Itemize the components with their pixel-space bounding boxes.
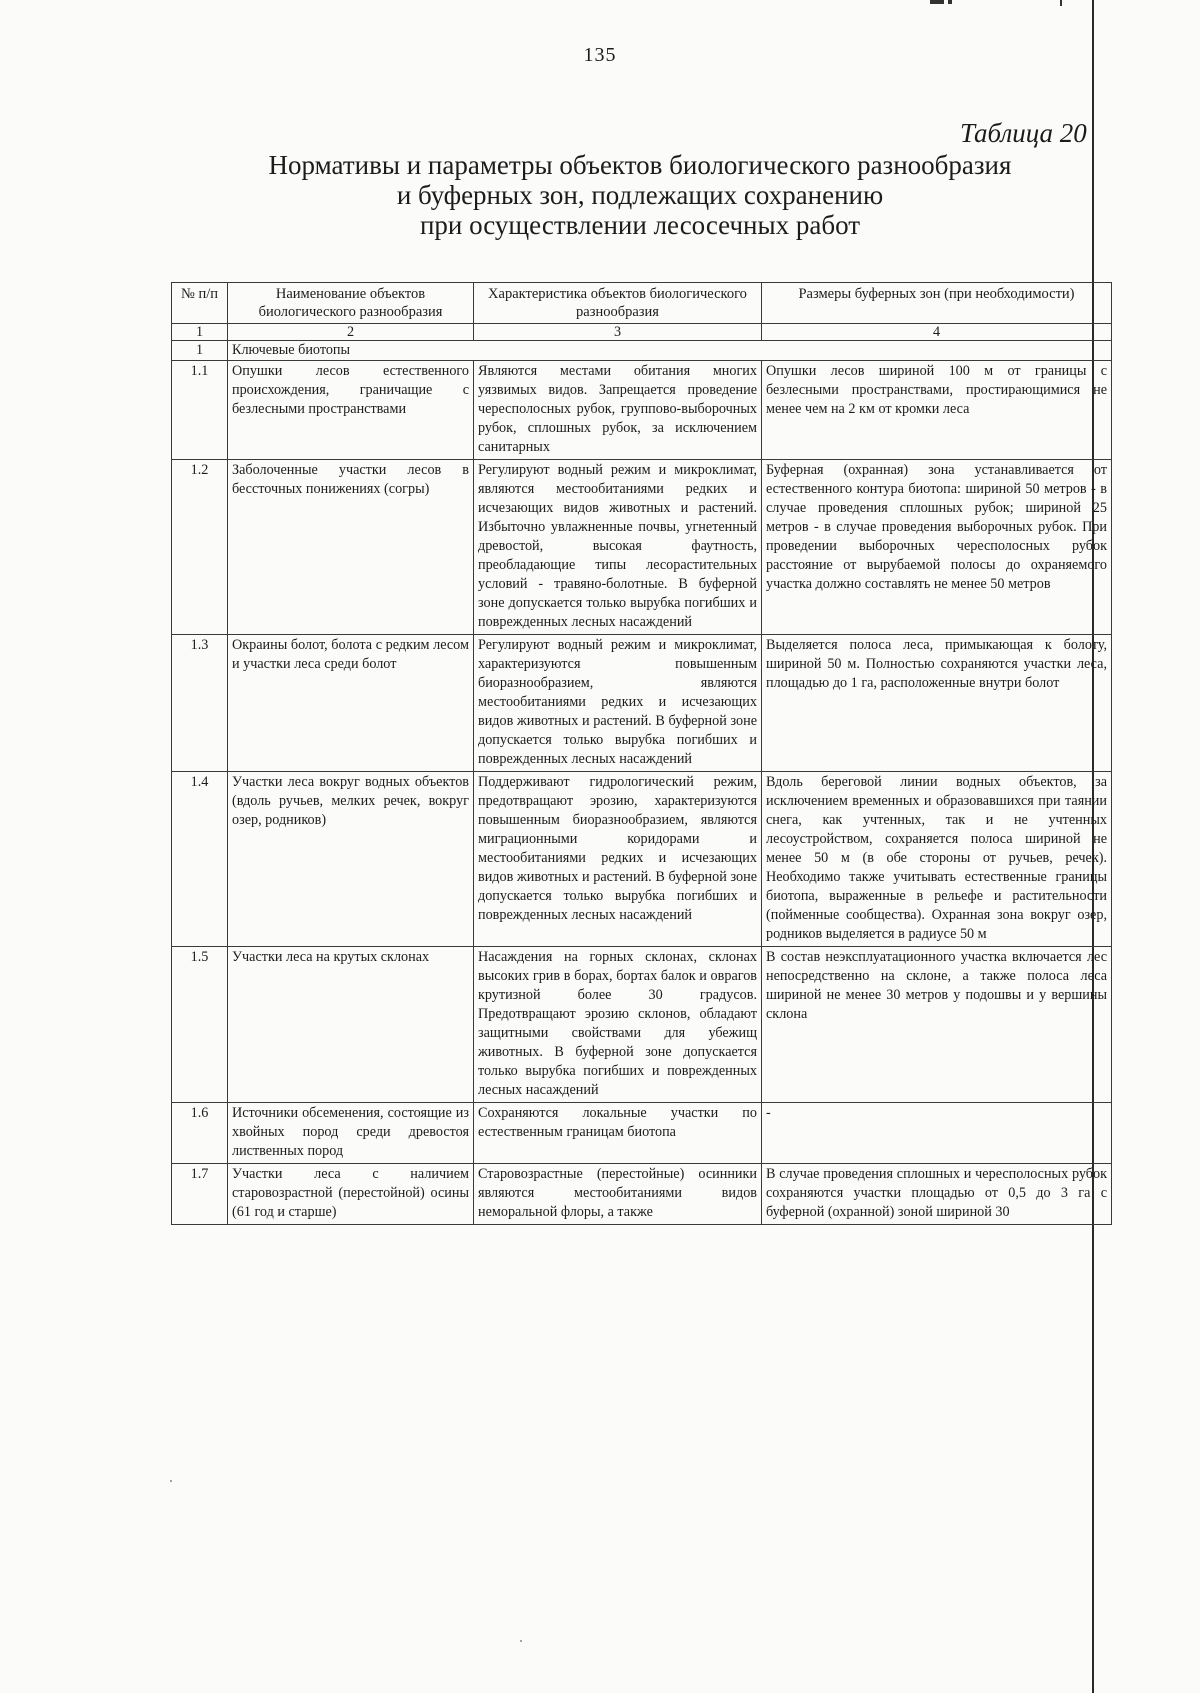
section-row <box>172 341 1112 361</box>
page-number: 135 <box>583 44 617 66</box>
row-num: 1.3 <box>172 635 228 772</box>
header-buffer: Размеры буферных зон (при необходимости) <box>762 283 1112 324</box>
row-name: Источники обсеменения, состоящие из хвойных пород среди древостоя лиственных пород <box>228 1103 474 1164</box>
row-characteristics: Сохраняются локальные участки по естественным границам биотопа <box>474 1103 762 1164</box>
title-line: и буферных зон, подлежащих сохранению <box>396 180 884 210</box>
row-num: 1.4 <box>172 772 228 947</box>
page-title <box>200 150 1080 240</box>
norms-table <box>171 282 1112 1225</box>
section-num: 1 <box>172 341 228 361</box>
table-row <box>172 361 1112 460</box>
table-row <box>172 772 1112 947</box>
row-characteristics: Регулируют водный режим и микроклимат, характеризуются повышенным биоразнообразием, являются местообитаниями редких и исчезающих видов животных и растений. В буферной зоне допускается только вырубка погибших и поврежденных лесных насаждений <box>474 635 762 772</box>
row-num: 1.2 <box>172 460 228 635</box>
title-line: при осуществлении лесосечных работ <box>419 210 861 240</box>
row-name: Опушки лесов естественного происхождения, граничащие с безлесными пространствами <box>228 361 474 460</box>
row-buffer: Опушки лесов шириной 100 м от границы с безлесными пространствами, простирающимися не менее чем на 2 км от кромки леса <box>762 361 1112 460</box>
row-buffer: В случае проведения сплошных и чересполосных рубок сохраняются участки площадью от 0,5 до 3 га с буферной (охранной) зоной шириной 30 <box>762 1164 1112 1225</box>
table-label: Таблица 20 <box>960 118 1087 148</box>
scan-speck <box>170 1480 172 1482</box>
row-buffer: Буферная (охранная) зона устанавливается от естественного контура биотопа: шириной 50 метров - в случае проведения сплошных рубок; шириной 25 метров - в случае проведения выборочных рубок. При проведении выборочных чересполосных рубок расстояние от вырубаемой полосы до охраняемого участка должно составлять не менее 50 метров <box>762 460 1112 635</box>
table-row <box>172 1103 1112 1164</box>
column-index: 1 <box>172 324 228 341</box>
section-title: Ключевые биотопы <box>228 341 1112 361</box>
row-characteristics: Регулируют водный режим и микроклимат, являются местообитаниями редких и исчезающих видов животных и растений. Избыточно увлажненные почвы, угнетенный древостой, высокая фаутность, преобладающие типы лесорастительных условий - травяно-болотные. В буферной зоне допускается только вырубка погибших и поврежденных лесных насаждений <box>474 460 762 635</box>
table-row <box>172 947 1112 1103</box>
column-index-row <box>172 324 1112 341</box>
row-name: Участки леса вокруг водных объектов (вдоль ручьев, мелких речек, вокруг озер, родников) <box>228 772 474 947</box>
header-num: № п/п <box>172 283 228 324</box>
header-characteristics: Характеристика объектов биологического разнообразия <box>474 283 762 324</box>
row-num: 1.7 <box>172 1164 228 1225</box>
row-buffer: Вдоль береговой линии водных объектов, за исключением временных и образовавшихся при таянии снега, как учтенных, так и не учтенных лесоустройством, сохраняется полоса шириной не менее 50 м (в обе стороны от ручьев, речек). Необходимо также учитывать естественные границы биотопа, выраженные в рельефе и растительности (пойменные сообщества). Охранная зона вокруг озер, родников выделяется в радиусе 50 м <box>762 772 1112 947</box>
row-buffer: - <box>762 1103 1112 1164</box>
scan-speck <box>520 1640 522 1642</box>
row-name: Участки леса на крутых склонах <box>228 947 474 1103</box>
column-index: 3 <box>474 324 762 341</box>
column-index: 4 <box>762 324 1112 341</box>
table-header-row <box>172 283 1112 324</box>
column-index: 2 <box>228 324 474 341</box>
row-name: Заболоченные участки лесов в бессточных понижениях (согры) <box>228 460 474 635</box>
row-name: Участки леса с наличием старовозрастной (перестойной) осины (61 год и старше) <box>228 1164 474 1225</box>
row-num: 1.5 <box>172 947 228 1103</box>
row-characteristics: Старовозрастные (перестойные) осинники являются местообитаниями видов неморальной флоры, а также <box>474 1164 762 1225</box>
row-characteristics: Поддерживают гидрологический режим, предотвращают эрозию, характеризуются повышенным биоразнообразием, являются миграционными коридорами и местообитаниями редких и исчезающих видов животных и растений. В буферной зоне допускается только вырубка погибших и поврежденных лесных насаждений <box>474 772 762 947</box>
row-num: 1.6 <box>172 1103 228 1164</box>
scan-mark <box>948 0 952 4</box>
header-name: Наименование объектов биологического разнообразия <box>228 283 474 324</box>
row-buffer: В состав неэксплуатационного участка включается лес непосредственно на склоне, а также полоса леса шириной не менее 30 метров у подошвы и у вершины склона <box>762 947 1112 1103</box>
title-line: Нормативы и параметры объектов биологического разнообразия <box>268 150 1012 180</box>
scan-mark <box>1060 0 1062 6</box>
scan-mark <box>930 0 944 4</box>
row-num: 1.1 <box>172 361 228 460</box>
table-row <box>172 1164 1112 1225</box>
row-characteristics: Насаждения на горных склонах, склонах высоких грив в борах, бортах балок и оврагов крутизной более 30 градусов. Предотвращают эрозию склонов, обладают защитными свойствами для убежищ животных. В буферной зоне допускается только вырубка погибших и поврежденных лесных насаждений <box>474 947 762 1103</box>
row-buffer: Выделяется полоса леса, примыкающая к болоту, шириной 50 м. Полностью сохраняются участки леса, площадью до 1 га, расположенные внутри болот <box>762 635 1112 772</box>
row-name: Окраины болот, болота с редким лесом и участки леса среди болот <box>228 635 474 772</box>
row-characteristics: Являются местами обитания многих уязвимых видов. Запрещается проведение чересполосных рубок, группово-выборочных рубок, сплошных рубок, за исключением санитарных <box>474 361 762 460</box>
table-row <box>172 635 1112 772</box>
table-row <box>172 460 1112 635</box>
